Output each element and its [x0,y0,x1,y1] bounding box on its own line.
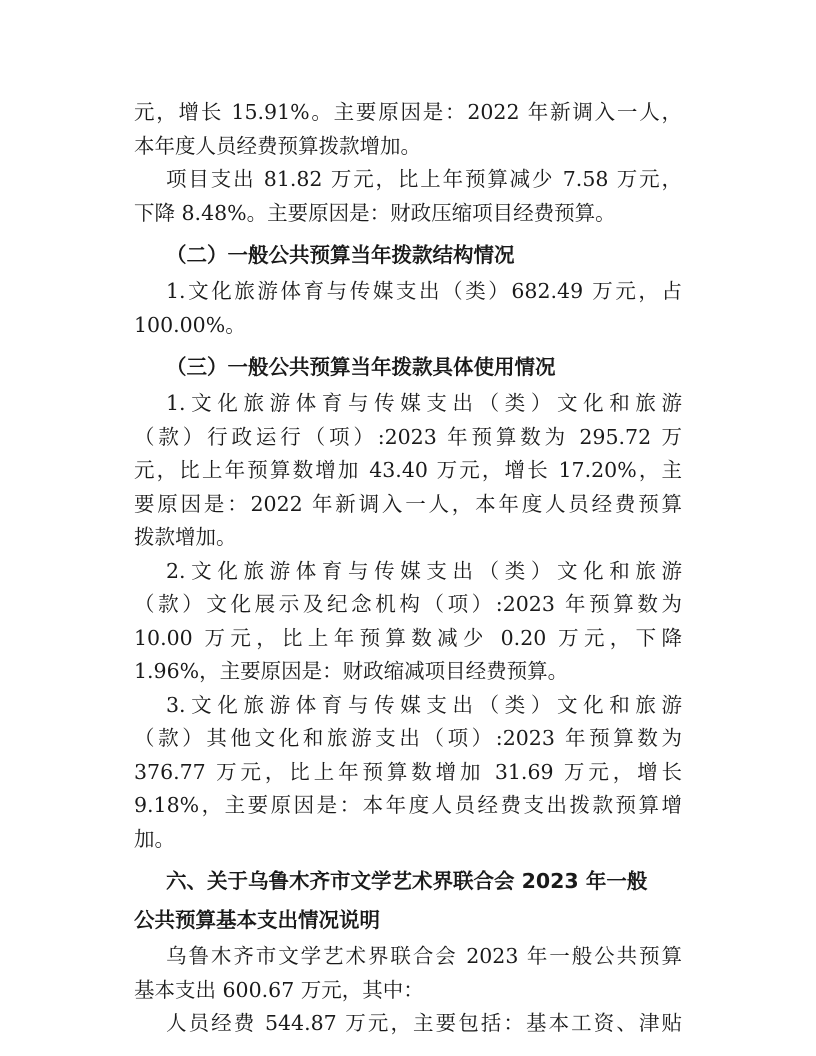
paragraph-line: 9.18%，主要原因是：本年度人员经费支出拨款预算增 [134,793,682,817]
section-heading: （三）一般公共预算当年拨款具体使用情况 [166,355,556,379]
paragraph-line: （款）行政运行（项）:2023 年预算数为 295.72 万 [134,424,682,449]
paragraph-line: （款）文化展示及纪念机构（项）:2023 年预算数为 [134,592,682,616]
section-heading: 六、关于乌鲁木齐市文学艺术界联合会 2023 年一般 [166,869,648,893]
document-body [134,96,682,1041]
paragraph-line: 2.文化旅游体育与传媒支出（类）文化和旅游 [166,558,682,583]
paragraph-line: 元，比上年预算数增加 43.40 万元，增长 17.20%，主 [134,458,682,482]
paragraph-line: 376.77 万元，比上年预算数增加 31.69 万元，增长 [134,759,682,784]
paragraph-line: 要原因是：2022 年新调入一人，本年度人员经费预算 [134,491,682,516]
paragraph-line: 人员经费 544.87 万元，主要包括：基本工资、津贴 [166,1011,682,1035]
paragraph-line: 项目支出 81.82 万元，比上年预算减少 7.58 万元， [166,167,682,191]
paragraph-line: 1.文化旅游体育与传媒支出（类）682.49 万元，占 [166,279,682,303]
paragraph-line: 10.00 万元，比上年预算数减少 0.20 万元，下降 [134,625,682,650]
paragraph-line: 本年度人员经费预算拨款增加。 [134,133,421,158]
paragraph-line: 100.00%。 [134,312,246,337]
section-heading-continued: 公共预算基本支出情况说明 [134,908,380,932]
paragraph-line: 1.文化旅游体育与传媒支出（类）文化和旅游 [166,391,682,415]
section-heading: （二）一般公共预算当年拨款结构情况 [166,243,515,267]
paragraph-line: 3.文化旅游体育与传媒支出（类）文化和旅游 [166,692,682,717]
paragraph-line: 下降 8.48%。主要原因是：财政压缩项目经费预算。 [134,200,616,225]
paragraph-line: 1.96%，主要原因是：财政缩减项目经费预算。 [134,659,569,683]
paragraph-line: 加。 [134,826,175,851]
paragraph-line: （款）其他文化和旅游支出（项）:2023 年预算数为 [134,726,682,750]
paragraph-line: 基本支出 600.67 万元，其中： [134,977,424,1002]
paragraph-line: 乌鲁木齐市文学艺术界联合会 2023 年一般公共预算 [166,944,682,968]
paragraph-line: 元，增长 15.91%。主要原因是：2022 年新调入一人， [134,100,682,124]
paragraph-line: 拨款增加。 [134,525,237,549]
